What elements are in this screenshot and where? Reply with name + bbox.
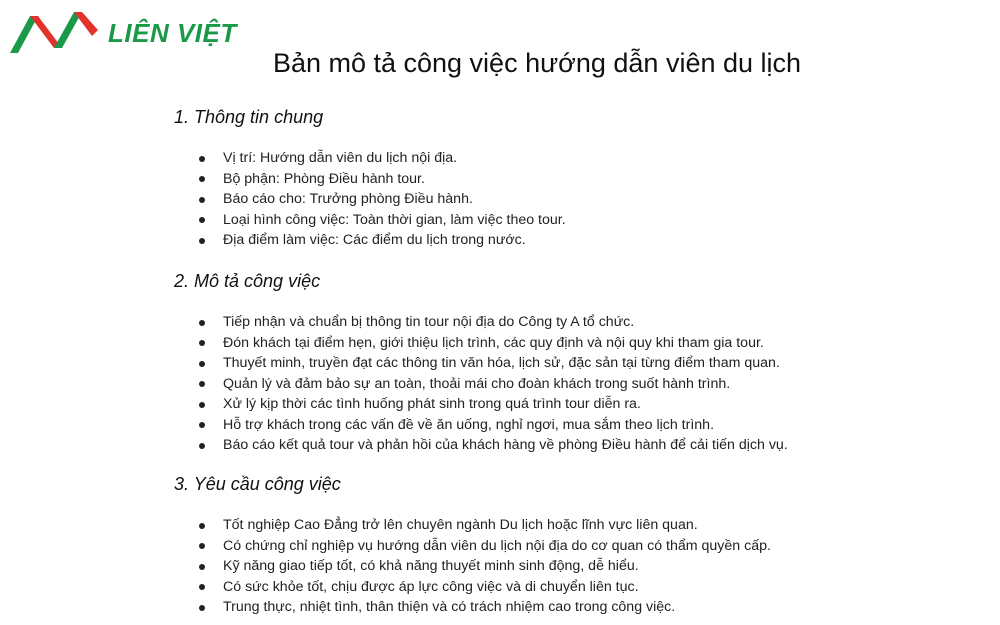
section-heading: 3. Yêu cầu công việc (174, 474, 341, 494)
section-heading: 2. Mô tả công việc (174, 271, 321, 291)
section-job-requirements (174, 0, 974, 625)
list-item-text: Xử lý kịp thời các tình huống phát sinh trong quá trình tour diễn ra. (223, 396, 641, 412)
section-heading: 1. Thông tin chung (174, 107, 324, 127)
bullet-icon (199, 523, 205, 529)
list-item (174, 536, 771, 557)
list-item (174, 577, 771, 598)
bullet-icon (199, 543, 205, 549)
list-item-text: Báo cáo kết quả tour và phản hồi của khách hàng về phòng Điều hành để cải tiến dịch vụ. (223, 437, 788, 453)
page-title: Bản mô tả công việc hướng dẫn viên du lịch (272, 48, 802, 78)
list-item-text: Có sức khỏe tốt, chịu được áp lực công việc và di chuyển liên tục. (223, 578, 639, 595)
list-item-text: Hỗ trợ khách trong các vấn đề về ăn uống, nghỉ ngơi, mua sắm theo lịch trình. (223, 416, 715, 433)
list-item-text: Trung thực, nhiệt tình, thân thiện và có trách nhiệm cao trong công việc. (223, 599, 676, 615)
list-item (174, 597, 771, 618)
list-item-text: Quản lý và đảm bảo sự an toàn, thoải mái cho đoàn khách trong suốt hành trình. (223, 375, 731, 392)
list-item-text: Vị trí: Hướng dẫn viên du lịch nội địa. (223, 150, 458, 166)
list-item-text: Có chứng chỉ nghiệp vụ hướng dẫn viên du lịch nội địa do cơ quan có thẩm quyền cấp. (223, 537, 771, 554)
list-item-text: Tiếp nhận và chuẩn bị thông tin tour nội địa do Công ty A tổ chức. (223, 314, 635, 330)
list-item-text: Kỹ năng giao tiếp tốt, có khả năng thuyết minh sinh động, dễ hiểu. (223, 558, 639, 574)
bullet-icon (199, 584, 205, 590)
bullet-list (174, 515, 771, 618)
list-item-text: Loại hình công việc: Toàn thời gian, làm việc theo tour. (223, 211, 566, 228)
list-item (174, 515, 771, 536)
list-item-text: Địa điểm làm việc: Các điểm du lịch trong nước. (223, 232, 526, 248)
logo-text: LIÊN VIỆT (108, 17, 237, 48)
list-item-text: Bộ phận: Phòng Điều hành tour. (223, 170, 425, 187)
list-item (174, 556, 771, 577)
list-item-text: Báo cáo cho: Trưởng phòng Điều hành. (223, 191, 473, 207)
list-item-text: Đón khách tại điểm hẹn, giới thiệu lịch trình, các quy định và nội quy khi tham gia tour. (223, 334, 764, 351)
list-item-text: Tốt nghiệp Cao Đẳng trở lên chuyên ngành Du lịch hoặc lĩnh vực liên quan. (223, 517, 698, 533)
bullet-icon (199, 564, 205, 570)
bullet-icon (199, 605, 205, 611)
list-item-text: Thuyết minh, truyền đạt các thông tin văn hóa, lịch sử, đặc sản tại từng điểm tham quan. (223, 355, 780, 371)
